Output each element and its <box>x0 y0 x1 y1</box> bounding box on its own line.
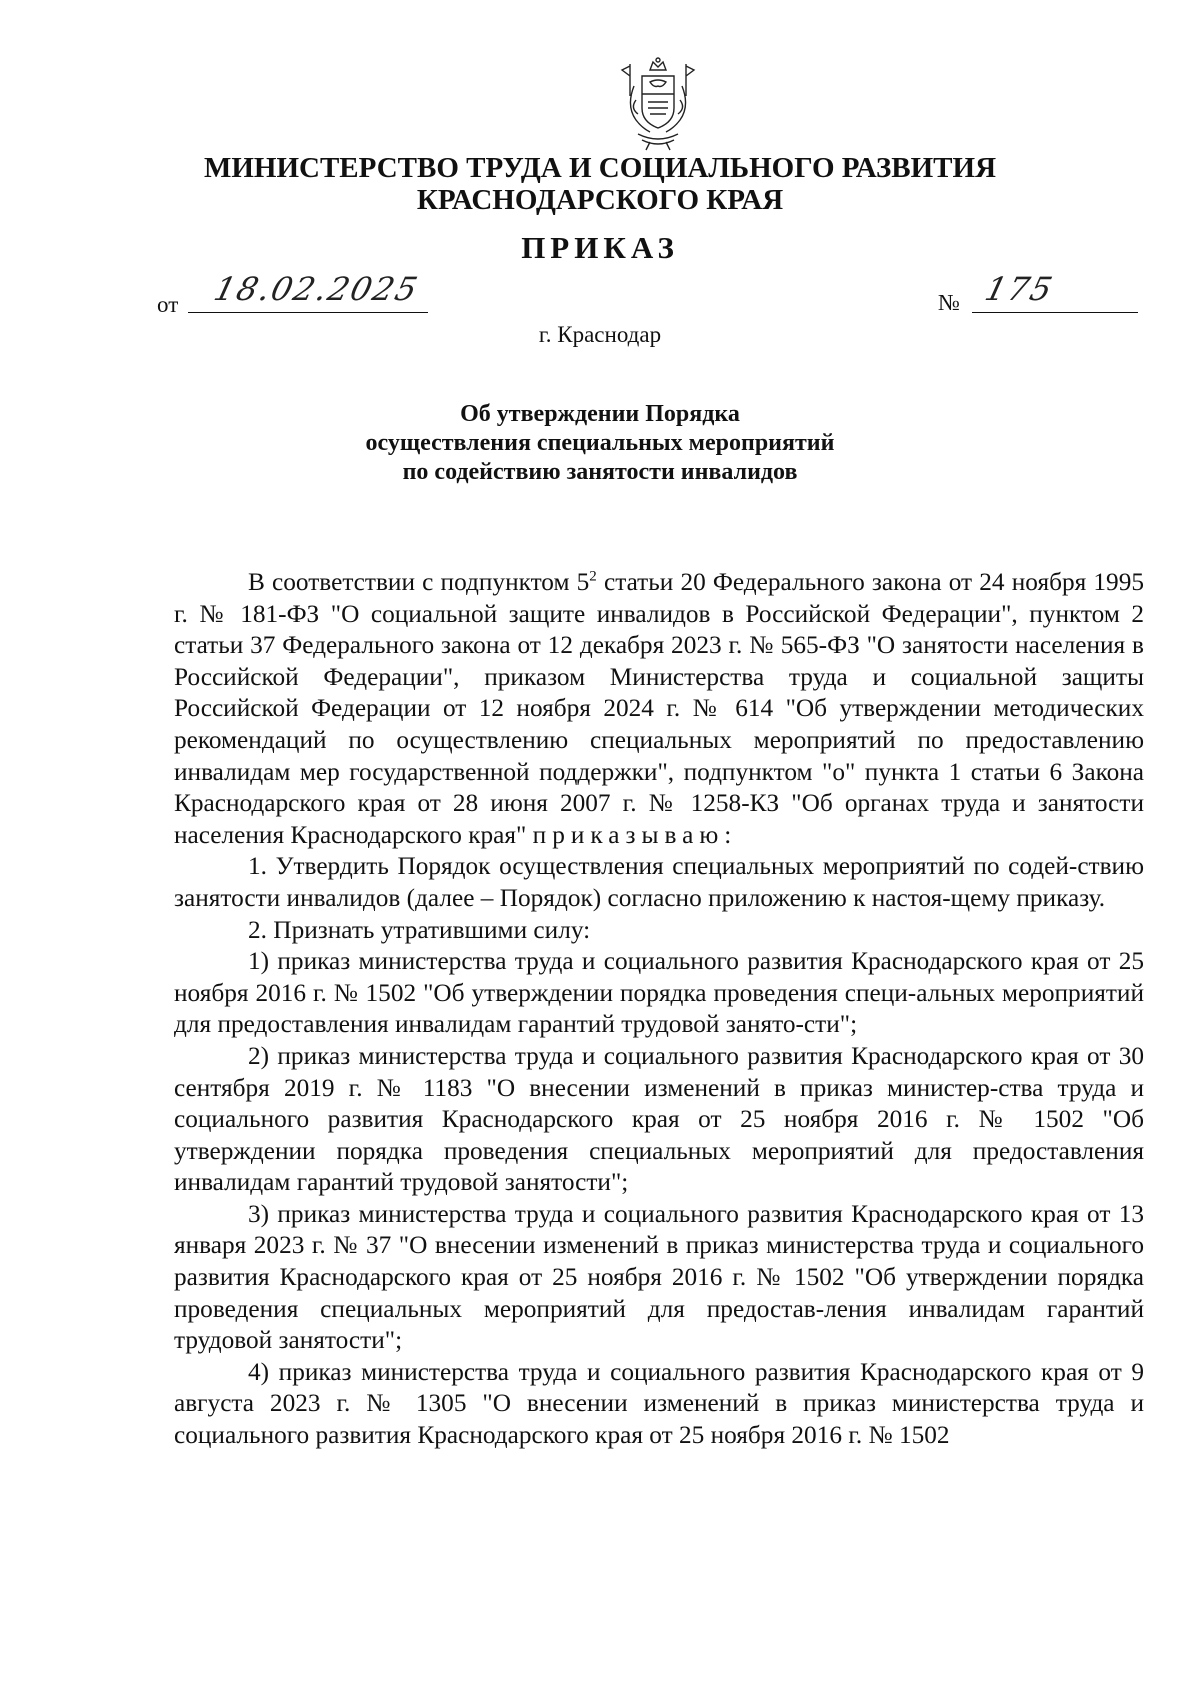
paragraph-2-item-1: 1) приказ министерства труда и социального развития Краснодарского края от 25 ноября 2016 г. № 1502 "Об утверждении порядка проведения специ-альных мероприятий для предоставления инвалидам гарантий трудовой занято-сти"; <box>174 947 1144 1039</box>
ministry-name-line1: МИНИСТЕРСТВО ТРУДА И СОЦИАЛЬНОГО РАЗВИТИЯ <box>203 152 997 184</box>
coat-of-arms-icon <box>620 56 696 152</box>
preamble-paragraph <box>174 567 1144 851</box>
subject-line2: осуществления специальных мероприятий <box>365 430 835 456</box>
document-number: 175 <box>981 270 1058 308</box>
paragraph-2: 2. Признать утратившими силу: <box>248 915 591 944</box>
paragraph-1: 1. Утвердить Порядок осуществления специальных мероприятий по содей-ствию занятости инвалидов (далее – Порядок) согласно приложению к настоя-щему приказу. <box>174 852 1144 912</box>
preamble-text-start: В соответствии с подпунктом 5 <box>248 568 590 596</box>
subject-line3: по содействию занятости инвалидов <box>402 459 798 485</box>
date-prefix: от <box>157 292 179 317</box>
order-word: приказываю: <box>532 820 738 849</box>
date-underline <box>188 312 428 313</box>
preamble-superscript: 2 <box>589 568 597 585</box>
paragraph-2-item-4: 4) приказ министерства труда и социального развития Краснодарского края от 9 августа 2023 г. № 1305 "О внесении изменений в приказ министерства труда и социального развития Краснодарского края от 25 ноября 2016 г. № 1502 <box>174 1357 1144 1450</box>
number-underline <box>972 312 1138 313</box>
document-date: 18.02.2025 <box>210 270 423 308</box>
paragraph-2-item-2: 2) приказ министерства труда и социального развития Краснодарского края от 30 сентября 2019 г. № 1183 "О внесении изменений в приказ министер-ства труда и социального развития Краснодарского края от 25 ноября 2016 г. № 1502 "Об утверждении порядка проведения специальных мероприятий для предоставления инвалидам гарантий трудовой занятости"; <box>174 1041 1144 1197</box>
ministry-name <box>0 152 1200 216</box>
document-type-title: ПРИКАЗ <box>521 230 679 265</box>
ministry-name-line2: КРАСНОДАРСКОГО КРАЯ <box>416 184 784 216</box>
document-subject <box>0 400 1200 487</box>
paragraph-2-item-3: 3) приказ министерства труда и социального развития Краснодарского края от 13 января 2023 г. № 37 "О внесении изменений в приказ министерства труда и социального развития Краснодарского края от 25 ноября 2016 г. № 1502 "Об утверждении порядка проведения специальных мероприятий для предостав-ления инвалидам гарантий трудовой занятости"; <box>174 1199 1144 1355</box>
number-prefix: № <box>938 290 960 315</box>
preamble-text-rest: статьи 20 Федерального закона от 24 ноября 1995 г. № 181-ФЗ "О социальной защите инвалидов в Российской Федерации", пунктом 2 статьи 37 Федерального закона от 12 декабря 2023 г. № 565-ФЗ "О занятости населения в Российской Федерации", приказом Министерства труда и социальной защиты Российской Федерации от 12 ноября 2024 г. № 614 "Об утверждении методических рекомендаций по осуществлению специальных мероприятий по предоставлению инвалидам мер государственной поддержки", подпунктом "о" пункта 1 статьи 6 Закона Краснодарского края от 28 июня 2007 г. № 1258-КЗ "Об органах труда и занятости населения Краснодарского края" <box>174 568 1144 849</box>
subject-line1: Об утверждении Порядка <box>460 401 740 427</box>
document-body <box>174 567 1144 1452</box>
city: г. Краснодар <box>538 322 662 347</box>
